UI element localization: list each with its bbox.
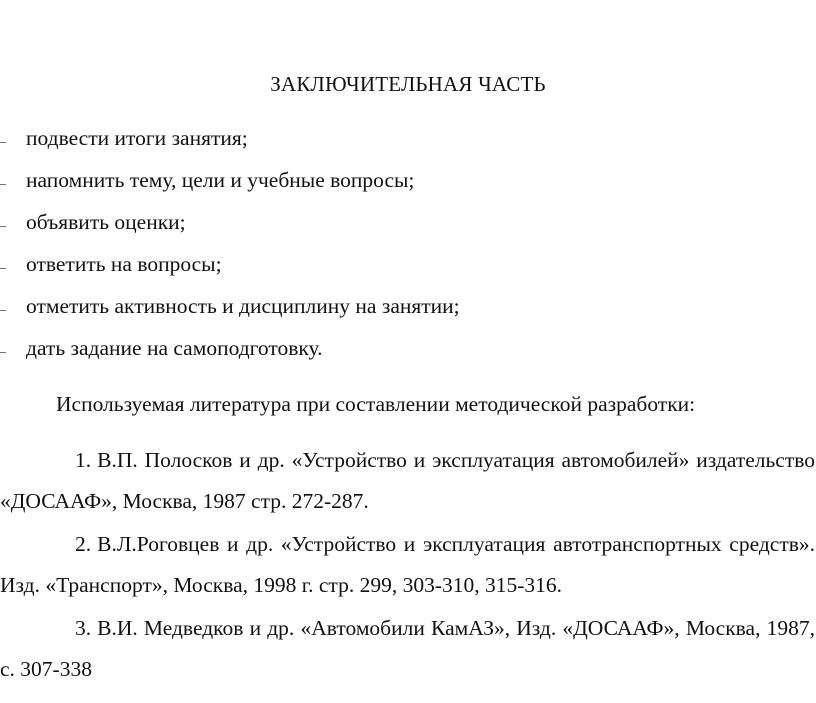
bullet-dash: – (0, 302, 6, 316)
list-item (0, 248, 816, 290)
task-list (0, 122, 816, 374)
list-item-text: ответить на вопросы; (26, 252, 222, 276)
list-item-text: отметить активность и дисциплину на занятии; (26, 294, 460, 318)
reference-text: В.И. Медведков и др. «Автомобили КамАЗ», Изд. «ДОСААФ», Москва, 1987, с. 307-338 (0, 616, 815, 681)
bullet-dash: – (0, 344, 6, 358)
list-item (0, 290, 816, 332)
reference-text: В.Л.Роговцев и др. «Устройство и эксплуатация автотранспортных средств». Изд. «Транспорт», Москва, 1998 г. стр. 299, 303-310, 315-316. (0, 532, 815, 597)
bullet-dash: – (0, 176, 6, 190)
list-item-text: объявить оценки; (26, 210, 186, 234)
reference-number: 2. (75, 532, 92, 556)
reference-number: 1. (75, 448, 92, 472)
bullet-dash: – (0, 260, 6, 274)
list-item (0, 332, 816, 374)
list-item-text: напомнить тему, цели и учебные вопросы; (26, 168, 415, 192)
reference-item (0, 440, 815, 522)
reference-item (0, 608, 815, 690)
section-heading: ЗАКЛЮЧИТЕЛЬНАЯ ЧАСТЬ (270, 72, 546, 96)
list-item (0, 164, 816, 206)
reference-text: В.П. Полосков и др. «Устройство и эксплуатация автомобилей» издательство «ДОСААФ», Москва, 1987 стр. 272-287. (0, 448, 815, 513)
bullet-dash: – (0, 218, 6, 232)
reference-number: 3. (75, 616, 92, 640)
list-item-text: подвести итоги занятия; (26, 126, 248, 150)
literature-heading: Используемая литература при составлении методической разработки: (56, 392, 696, 416)
bullet-dash: – (0, 134, 6, 148)
list-item-text: дать задание на самоподготовку. (26, 336, 323, 360)
list-item (0, 206, 816, 248)
reference-item (0, 524, 815, 606)
reference-list (0, 440, 815, 692)
list-item (0, 122, 816, 164)
